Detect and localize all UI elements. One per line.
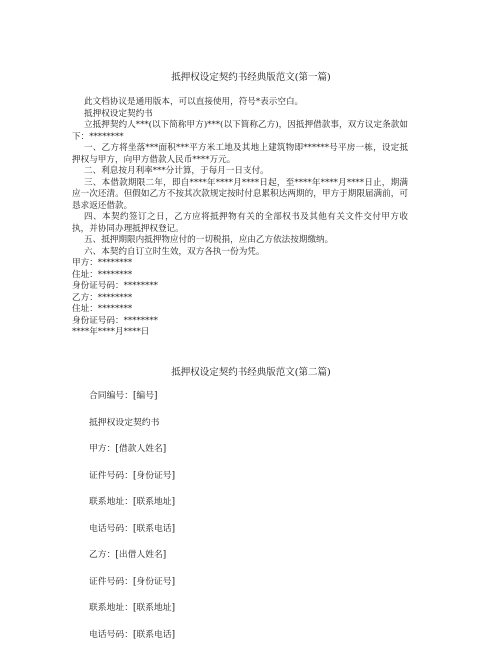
party-a-id-line: 证件号码：[身份证号] [89,470,409,497]
contract-heading-2: 抵押权设定契约书 [89,417,409,444]
party-a-address-line: 联系地址：[联系地址] [89,496,409,523]
contract-preamble: 立抵押契约人***(以下简称甲方)***(以下简称乙方)，因抵押借款事，双方议定条款如下：******** [72,120,408,143]
clause-4: 四、本契约签订之日，乙方应将抵押物有关的全部权书及其他有关文件交付甲方收执，并协同办理抵押权登记。 [72,212,408,235]
party-a-id: 身份证号码：******** [72,281,408,293]
intro-note: 此文档协议是通用版本，可以直接使用，符号*表示空白。 [72,97,408,109]
party-b-id-line: 证件号码：[身份证号] [89,576,409,603]
clause-5: 五、抵押期限内抵押物应付的一切税捐，应由乙方依法按期缴纳。 [72,235,408,247]
clause-3: 三、本借款期限二年，即自****年****月****日起，至****年****月****日止，期满应一次还清。但假如乙方不按其次款规定按时付息累积达两期的，甲方于期限届满前，可恳求返还借款。 [72,178,408,213]
document-title-part-1: 抵押权设定契约书经典版范文(第一篇) [0,72,502,84]
clause-1: 一、乙方将坐落***面积***平方米工地及其地上建筑物即******号平房一栋，设定抵押权与甲方，向甲方借款人民币****万元。 [72,143,408,166]
contract-heading: 抵押权设定契约书 [72,109,408,121]
party-b-phone-line: 电话号码：[联系电话] [89,629,409,655]
part-2-body [89,390,409,655]
party-b-address: 住址：******** [72,304,408,316]
clause-6: 六、本契约自订立时生效，双方各执一份为凭。 [72,247,408,259]
party-b-address-line: 联系地址：[联系地址] [89,602,409,629]
contract-number: 合同编号：[编号] [89,390,409,417]
signing-date: ****年****月****日 [72,327,408,339]
party-b-name: 乙方：******** [72,293,408,305]
party-a-name: 甲方：******** [72,258,408,270]
party-a-address: 住址：******** [72,270,408,282]
party-b-line: 乙方：[出借人姓名] [89,549,409,576]
document-title-part-2: 抵押权设定契约书经典版范文(第二篇) [0,367,502,379]
part-1-body [72,97,408,339]
party-a-line: 甲方：[借款人姓名] [89,443,409,470]
party-b-id: 身份证号码：******** [72,316,408,328]
clause-2: 二、利息按月利率***分计算，于每月一日支付。 [72,166,408,178]
party-a-phone-line: 电话号码：[联系电话] [89,523,409,550]
